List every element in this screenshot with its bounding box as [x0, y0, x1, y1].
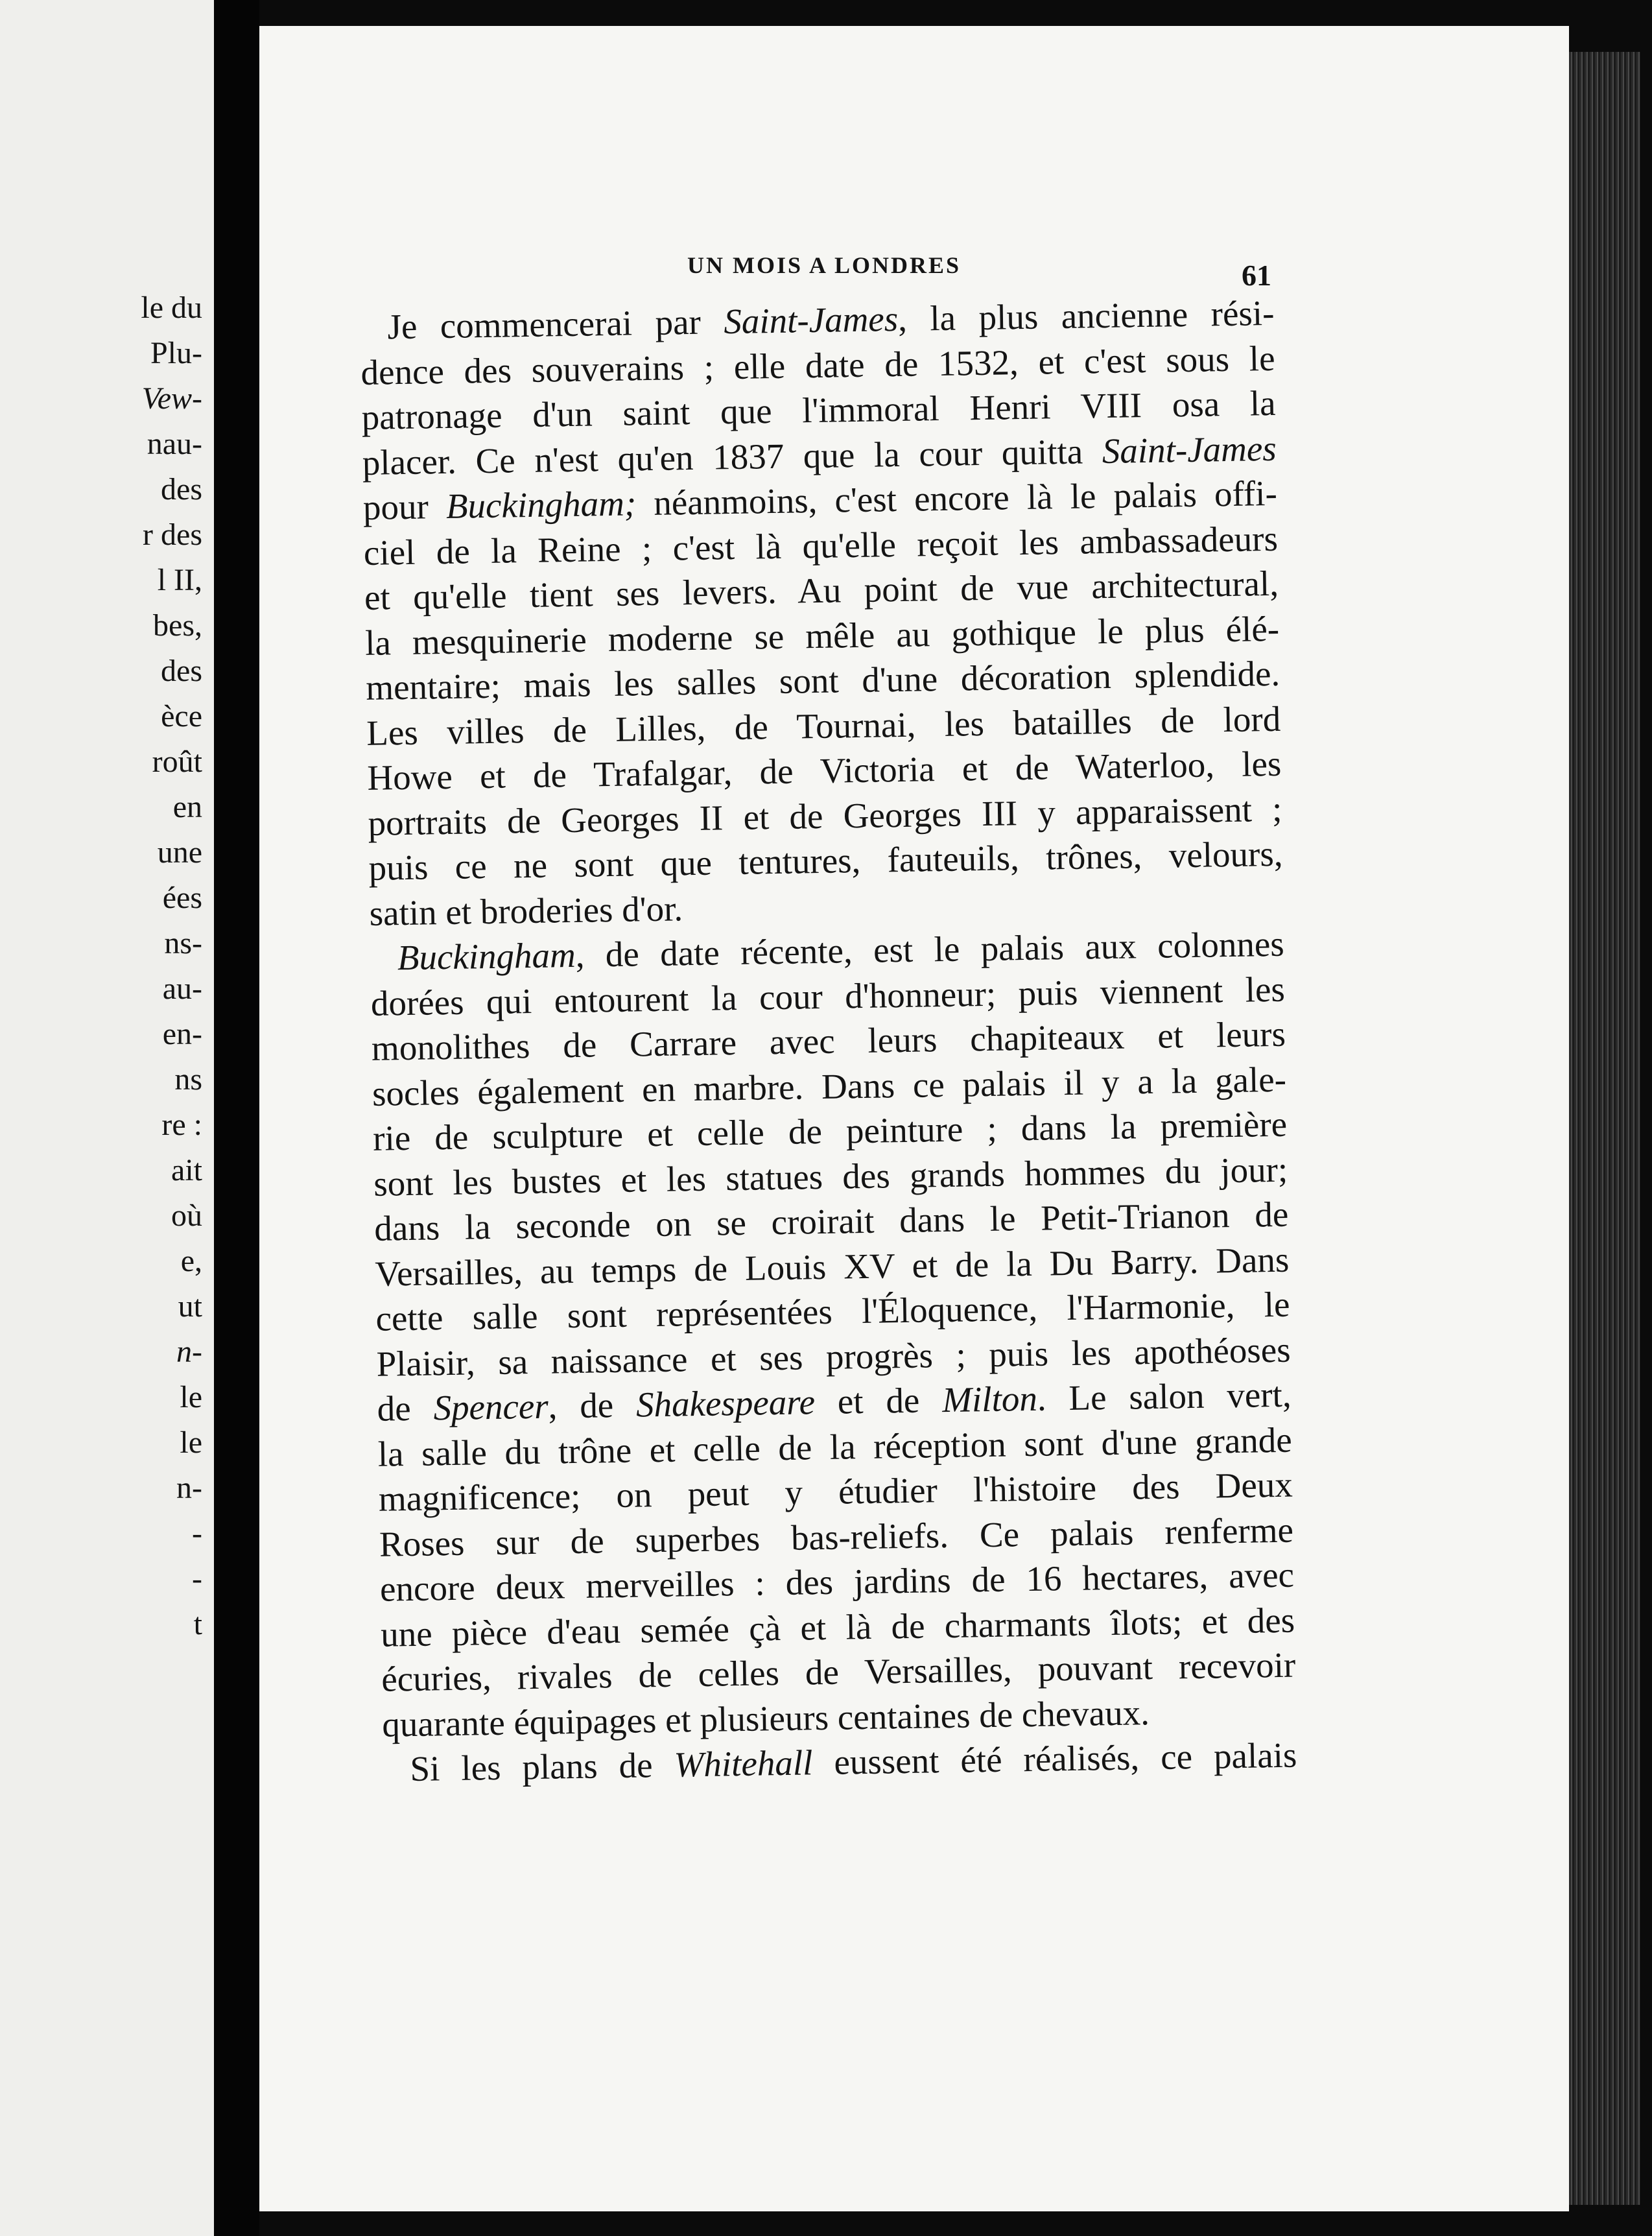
text-line: encore deux merveilles : des jardins de 16 hectares, avec	[379, 1554, 1295, 1609]
text-line: Howe et de Trafalgar, de Victoria et de Waterloo, les	[366, 743, 1282, 798]
margin-line: nau-	[147, 427, 202, 461]
margin-line: ées	[162, 881, 202, 915]
page-body	[360, 291, 1297, 1792]
margin-line: une	[157, 835, 202, 870]
margin-line: -	[192, 1562, 202, 1596]
margin-line: le	[180, 1380, 202, 1414]
margin-line: -	[192, 1516, 202, 1551]
margin-line: au-	[162, 971, 202, 1006]
text-line: de Spencer, de Shakespeare et de Milton. Le salon vert,	[377, 1374, 1292, 1429]
margin-line: èce	[161, 699, 202, 733]
text-line: Si les plans de Whitehall eussent été réalisés, ce palais	[409, 1735, 1297, 1789]
text-line: socles également en marbre. Dans ce palais il y a la gale-	[372, 1059, 1287, 1113]
text-line: Buckingham, de date récente, est le palais aux colonnes	[397, 923, 1285, 978]
margin-line: t	[193, 1607, 202, 1641]
margin-line: le	[180, 1425, 202, 1460]
text-line: monolithes de Carrare avec leurs chapiteaux et leurs	[371, 1014, 1286, 1068]
margin-line: Vew-	[141, 381, 202, 416]
page-edges	[1569, 52, 1640, 2205]
text-line: dans la seconde on se croirait dans le Petit-Trianon de	[373, 1194, 1289, 1248]
margin-line: Plu-	[150, 336, 202, 370]
text-line: Versailles, au temps de Louis XV et de la Du Barry. Dans	[374, 1239, 1290, 1294]
text-line: Je commencerai par Saint-James, la plus ancienne rési-	[387, 292, 1275, 347]
margin-line: des	[161, 472, 202, 506]
text-line: rie de sculpture et celle de peinture ; dans la première	[372, 1104, 1288, 1158]
margin-line: le du	[141, 291, 202, 325]
text-line: puis ce ne sont que tentures, fauteuils, trônes, velours,	[368, 833, 1283, 888]
margin-line: ut	[178, 1289, 202, 1324]
text-line: une pièce d'eau semée çà et là de charmants îlots; et des	[380, 1600, 1295, 1654]
margin-line: r des	[143, 517, 202, 552]
text-line: cette salle sont représentées l'Éloquence, l'Harmonie, le	[375, 1284, 1290, 1338]
margin-line: ait	[171, 1153, 202, 1187]
margin-line: n-	[176, 1335, 202, 1369]
margin-line: roût	[152, 744, 202, 779]
margin-line: e,	[180, 1244, 202, 1278]
text-line: Plaisir, sa naissance et ses progrès ; puis les apothéoses	[376, 1329, 1291, 1384]
text-line: patronage d'un saint que l'immoral Henri VIII osa la	[361, 383, 1277, 437]
facing-page-text	[34, 285, 202, 1647]
text-line: et qu'elle tient ses levers. Au point de vue architectural,	[364, 563, 1279, 617]
margin-line: où	[171, 1198, 202, 1233]
margin-line: l II,	[157, 563, 202, 597]
text-line: placer. Ce n'est qu'en 1837 que la cour quitta Saint-James	[362, 428, 1277, 482]
text-line: Les villes de Lilles, de Tournai, les batailles de lord	[366, 698, 1281, 753]
margin-line: n-	[176, 1471, 202, 1505]
text-line: la salle du trône et celle de la réception sont d'une grande	[377, 1420, 1293, 1474]
text-line: dence des souverains ; elle date de 1532, et c'est sous le	[360, 338, 1275, 392]
text-line: pour Buckingham; néanmoins, c'est encore là le palais offi-	[362, 473, 1278, 527]
page-number: 61	[1242, 259, 1271, 292]
text-line: la mesquinerie moderne se mêle au gothique le plus élé-	[364, 608, 1280, 663]
margin-line: ns	[174, 1062, 202, 1097]
facing-page-fragment	[0, 0, 214, 2236]
text-line: dorées qui entourent la cour d'honneur; puis viennent les	[370, 969, 1286, 1023]
book-gutter	[214, 0, 259, 2236]
margin-line: re :	[161, 1108, 202, 1142]
text-line: écuries, rivales de celles de Versailles, pouvant recevoir	[381, 1645, 1296, 1699]
text-line: Roses sur de superbes bas-reliefs. Ce palais renferme	[379, 1510, 1294, 1564]
text-line: mentaire; mais les salles sont d'une décoration splendide.	[365, 653, 1280, 708]
text-line: ciel de la Reine ; c'est là qu'elle reçoit les ambassadeurs	[363, 518, 1279, 573]
text-line: magnificence; on peut y étudier l'histoire des Deux	[378, 1464, 1293, 1519]
text-line: portraits de Georges II et de Georges III y apparaissent ;	[368, 789, 1282, 843]
margin-line: en	[172, 790, 202, 824]
margin-line: des	[161, 654, 202, 688]
text-line: satin et broderies d'or.	[369, 888, 683, 933]
margin-line: ns-	[164, 926, 202, 960]
text-line: quarante équipages et plusieurs centaines de chevaux.	[381, 1692, 1150, 1744]
text-line: sont les bustes et les statues des grands hommes du jour;	[373, 1149, 1288, 1204]
margin-line: en-	[162, 1017, 202, 1051]
running-title: UN MOIS A LONDRES	[687, 252, 962, 278]
margin-line: bes,	[153, 608, 202, 643]
